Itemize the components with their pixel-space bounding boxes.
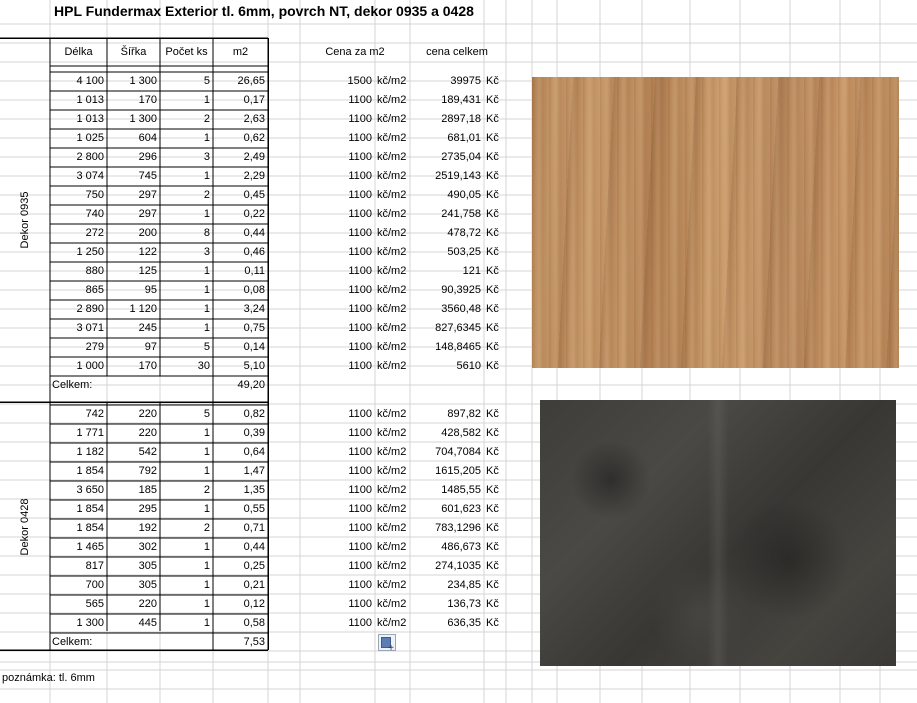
group-label-0428: Dekor 0428: [19, 498, 31, 556]
cell-sirka[interactable]: 1 300: [129, 75, 157, 87]
total-m2[interactable]: 49,20: [237, 379, 265, 391]
cell-sirka[interactable]: 220: [138, 598, 157, 610]
cell-unit[interactable]: kč/m2: [377, 560, 407, 572]
header-delka: Délka: [64, 46, 93, 58]
cell-currency[interactable]: Kč: [486, 189, 499, 201]
cell-pocet[interactable]: 3: [203, 246, 210, 258]
cell-unit[interactable]: kč/m2: [377, 427, 407, 439]
cell-sirka[interactable]: 220: [138, 427, 157, 439]
cell-cena-za-m2[interactable]: 1100: [348, 246, 372, 258]
cell-delka[interactable]: 1 250: [76, 246, 104, 258]
cell-pocet[interactable]: 1: [203, 579, 210, 591]
cell-delka[interactable]: 740: [85, 208, 104, 220]
cell-currency[interactable]: Kč: [486, 94, 499, 106]
cell-delka[interactable]: 1 771: [76, 427, 104, 439]
cell-unit[interactable]: kč/m2: [377, 265, 407, 277]
cell-currency[interactable]: Kč: [486, 113, 499, 125]
cell-currency[interactable]: Kč: [486, 132, 499, 144]
header-cena-za-m2: Cena za m2: [325, 46, 385, 58]
cell-currency[interactable]: Kč: [486, 598, 499, 610]
cell-delka[interactable]: 700: [85, 579, 104, 591]
cell-cena-za-m2[interactable]: 1100: [348, 427, 372, 439]
cell-cena-celkem[interactable]: 3560,48: [441, 303, 481, 315]
cell-m2[interactable]: 0,21: [243, 579, 265, 591]
cell-sirka[interactable]: 192: [138, 522, 157, 534]
cell-pocet[interactable]: 5: [203, 75, 210, 87]
cell-cena-za-m2[interactable]: 1100: [348, 170, 372, 182]
cell-cena-za-m2[interactable]: 1100: [348, 94, 372, 106]
cell-sirka[interactable]: 297: [138, 208, 157, 220]
cell-unit[interactable]: kč/m2: [377, 360, 407, 372]
cell-unit[interactable]: kč/m2: [377, 227, 407, 239]
cell-m2[interactable]: 0,12: [243, 598, 265, 610]
cell-currency[interactable]: Kč: [486, 151, 499, 163]
cell-pocet[interactable]: 1: [203, 503, 210, 515]
cell-unit[interactable]: kč/m2: [377, 598, 407, 610]
cell-sirka[interactable]: 245: [138, 322, 157, 334]
cell-cena-za-m2[interactable]: 1100: [348, 579, 372, 591]
cell-unit[interactable]: kč/m2: [377, 284, 407, 296]
cell-unit[interactable]: kč/m2: [377, 303, 407, 315]
cell-delka[interactable]: 2 800: [76, 151, 104, 163]
cell-unit[interactable]: kč/m2: [377, 151, 407, 163]
cell-m2[interactable]: 1,35: [243, 484, 265, 496]
cell-m2[interactable]: 0,11: [244, 265, 265, 277]
cell-m2[interactable]: 2,29: [243, 170, 265, 182]
cell-cena-celkem[interactable]: 704,7084: [435, 446, 481, 458]
cell-currency[interactable]: Kč: [486, 560, 499, 572]
cell-unit[interactable]: kč/m2: [377, 617, 407, 629]
cell-cena-celkem[interactable]: 2735,04: [441, 151, 481, 163]
cell-cena-za-m2[interactable]: 1100: [348, 446, 372, 458]
cell-cena-za-m2[interactable]: 1100: [348, 322, 372, 334]
cell-m2[interactable]: 0,62: [243, 132, 265, 144]
cell-cena-za-m2[interactable]: 1100: [348, 522, 372, 534]
cell-delka[interactable]: 1 182: [76, 446, 104, 458]
cell-pocet[interactable]: 1: [203, 170, 210, 182]
cell-currency[interactable]: Kč: [486, 227, 499, 239]
cell-sirka[interactable]: 604: [138, 132, 157, 144]
cell-currency[interactable]: Kč: [486, 284, 499, 296]
cell-cena-celkem[interactable]: 636,35: [447, 617, 481, 629]
group-label-0935: Dekor 0935: [19, 191, 31, 249]
cell-currency[interactable]: Kč: [486, 579, 499, 591]
cell-unit[interactable]: kč/m2: [377, 522, 407, 534]
cell-unit[interactable]: kč/m2: [377, 446, 407, 458]
cell-cena-za-m2[interactable]: 1100: [348, 484, 372, 496]
cell-currency[interactable]: Kč: [486, 484, 499, 496]
cell-pocet[interactable]: 1: [203, 303, 210, 315]
cell-unit[interactable]: kč/m2: [377, 322, 407, 334]
cell-m2[interactable]: 0,44: [243, 227, 265, 239]
cell-currency[interactable]: Kč: [486, 446, 499, 458]
cell-m2[interactable]: 0,39: [243, 427, 265, 439]
cell-unit[interactable]: kč/m2: [377, 408, 407, 420]
cell-m2[interactable]: 0,55: [243, 503, 265, 515]
cell-unit[interactable]: kč/m2: [377, 189, 407, 201]
cell-cena-celkem[interactable]: 783,1296: [435, 522, 481, 534]
cell-cena-celkem[interactable]: 478,72: [447, 227, 481, 239]
cell-cena-celkem[interactable]: 121: [462, 265, 481, 277]
cell-delka[interactable]: 1 000: [76, 360, 104, 372]
cell-currency[interactable]: Kč: [486, 208, 499, 220]
cell-delka[interactable]: 750: [85, 189, 104, 201]
cell-sirka[interactable]: 302: [138, 541, 157, 553]
cell-pocet[interactable]: 1: [203, 446, 210, 458]
cell-pocet[interactable]: 2: [203, 522, 210, 534]
cell-pocet[interactable]: 2: [203, 189, 210, 201]
cell-cena-celkem[interactable]: 897,82: [447, 408, 481, 420]
cell-delka[interactable]: 865: [85, 284, 104, 296]
cell-currency[interactable]: Kč: [486, 503, 499, 515]
cell-pocet[interactable]: 1: [203, 284, 210, 296]
cell-sirka[interactable]: 305: [138, 560, 157, 572]
dekor-0935-oak-swatch: [532, 77, 899, 368]
cell-cena-za-m2[interactable]: 1100: [348, 208, 372, 220]
total-m2[interactable]: 7,53: [243, 636, 265, 648]
cell-sirka[interactable]: 95: [144, 284, 157, 296]
cell-sirka[interactable]: 97: [144, 341, 157, 353]
cell-cena-celkem[interactable]: 39975: [450, 75, 481, 87]
cell-pocet[interactable]: 1: [203, 560, 210, 572]
cell-unit[interactable]: kč/m2: [377, 75, 407, 87]
cell-m2[interactable]: 5,10: [243, 360, 265, 372]
cell-cena-celkem[interactable]: 681,01: [447, 132, 481, 144]
cell-sirka[interactable]: 542: [138, 446, 157, 458]
cell-unit[interactable]: kč/m2: [377, 132, 407, 144]
cell-pocet[interactable]: 5: [203, 341, 210, 353]
cell-delka[interactable]: 1 854: [76, 465, 104, 477]
cell-m2[interactable]: 1,47: [243, 465, 265, 477]
cell-pocet[interactable]: 3: [203, 151, 210, 163]
cell-sirka[interactable]: 297: [138, 189, 157, 201]
cell-currency[interactable]: Kč: [486, 170, 499, 182]
cell-sirka[interactable]: 185: [138, 484, 157, 496]
cell-cena-celkem[interactable]: 503,25: [447, 246, 481, 258]
cell-cena-za-m2[interactable]: 1500: [347, 75, 372, 87]
cell-pocet[interactable]: 8: [203, 227, 210, 239]
cell-cena-celkem[interactable]: 90,3925: [441, 284, 481, 296]
cell-m2[interactable]: 0,82: [243, 408, 265, 420]
cell-currency[interactable]: Kč: [486, 541, 499, 553]
cell-m2[interactable]: 2,49: [243, 151, 265, 163]
cell-cena-za-m2[interactable]: 1100: [348, 284, 372, 296]
cell-currency[interactable]: Kč: [486, 408, 499, 420]
cell-pocet[interactable]: 1: [203, 132, 210, 144]
cell-sirka[interactable]: 170: [138, 94, 157, 106]
cell-m2[interactable]: 0,46: [243, 246, 265, 258]
cell-pocet[interactable]: 1: [203, 465, 210, 477]
cell-cena-za-m2[interactable]: 1100: [348, 132, 372, 144]
cell-sirka[interactable]: 125: [138, 265, 157, 277]
cell-pocet[interactable]: 1: [203, 598, 210, 610]
cell-m2[interactable]: 0,64: [243, 446, 265, 458]
total-label: Celkem:: [52, 636, 93, 648]
cell-cena-celkem[interactable]: 490,05: [447, 189, 481, 201]
cell-currency[interactable]: Kč: [486, 465, 499, 477]
cell-unit[interactable]: kč/m2: [377, 341, 407, 353]
cell-sirka[interactable]: 745: [138, 170, 157, 182]
cell-m2[interactable]: 0,45: [243, 189, 265, 201]
cell-m2[interactable]: 2,63: [243, 113, 265, 125]
cell-currency[interactable]: Kč: [486, 427, 499, 439]
cell-m2[interactable]: 26,65: [237, 75, 265, 87]
cell-delka[interactable]: 1 025: [76, 132, 104, 144]
cell-m2[interactable]: 0,44: [243, 541, 265, 553]
cell-delka[interactable]: 272: [85, 227, 104, 239]
cell-sirka[interactable]: 1 120: [129, 303, 157, 315]
cell-cena-za-m2[interactable]: 1100: [348, 227, 372, 239]
cell-cena-celkem[interactable]: 189,431: [441, 94, 481, 106]
cell-sirka[interactable]: 305: [138, 579, 157, 591]
cell-delka[interactable]: 2 890: [76, 303, 104, 315]
cell-sirka[interactable]: 1 300: [129, 113, 157, 125]
cell-cena-celkem[interactable]: 2519,143: [435, 170, 481, 182]
cell-m2[interactable]: 0,17: [243, 94, 265, 106]
header-cena-celkem: cena celkem: [426, 46, 488, 58]
cell-unit[interactable]: kč/m2: [377, 208, 407, 220]
cell-unit[interactable]: kč/m2: [377, 579, 407, 591]
cell-delka[interactable]: 3 074: [76, 170, 104, 182]
cell-cena-za-m2[interactable]: 1100: [348, 113, 372, 125]
cell-currency[interactable]: Kč: [486, 341, 499, 353]
paste-options-icon[interactable]: [378, 634, 396, 651]
cell-cena-celkem[interactable]: 136,73: [447, 598, 481, 610]
cell-cena-za-m2[interactable]: 1100: [348, 151, 372, 163]
cell-delka[interactable]: 1 465: [76, 541, 104, 553]
note: poznámka: tl. 6mm: [2, 672, 95, 684]
cell-currency[interactable]: Kč: [486, 75, 499, 87]
cell-currency[interactable]: Kč: [486, 246, 499, 258]
cell-delka[interactable]: 3 650: [76, 484, 104, 496]
cell-sirka[interactable]: 200: [138, 227, 157, 239]
cell-cena-za-m2[interactable]: 1100: [348, 560, 372, 572]
header-m2: m2: [232, 46, 249, 58]
cell-cena-za-m2[interactable]: 1100: [348, 265, 372, 277]
cell-currency[interactable]: Kč: [486, 617, 499, 629]
cell-delka[interactable]: 1 013: [76, 94, 104, 106]
cell-unit[interactable]: kč/m2: [377, 170, 407, 182]
cell-sirka[interactable]: 792: [138, 465, 157, 477]
cell-cena-celkem[interactable]: 601,623: [441, 503, 481, 515]
cell-delka[interactable]: 1 300: [76, 617, 104, 629]
cell-delka[interactable]: 279: [85, 341, 104, 353]
cell-cena-celkem[interactable]: 148,8465: [435, 341, 481, 353]
cell-sirka[interactable]: 122: [138, 246, 157, 258]
cell-cena-celkem[interactable]: 827,6345: [435, 322, 481, 334]
cell-unit[interactable]: kč/m2: [377, 465, 407, 477]
cell-sirka[interactable]: 295: [138, 503, 157, 515]
cell-currency[interactable]: Kč: [486, 303, 499, 315]
cell-pocet[interactable]: 1: [203, 427, 210, 439]
cell-cena-za-m2[interactable]: 1100: [348, 360, 372, 372]
cell-cena-za-m2[interactable]: 1100: [348, 303, 372, 315]
cell-unit[interactable]: kč/m2: [377, 113, 407, 125]
cell-m2[interactable]: 0,75: [243, 322, 265, 334]
cell-delka[interactable]: 565: [85, 598, 104, 610]
cell-delka[interactable]: 4 100: [76, 75, 104, 87]
cell-m2[interactable]: 0,58: [243, 617, 265, 629]
total-label: Celkem:: [52, 379, 93, 391]
header-pocet: Počet ks: [165, 46, 208, 58]
cell-sirka[interactable]: 220: [138, 408, 157, 420]
cell-currency[interactable]: Kč: [486, 522, 499, 534]
cell-cena-za-m2[interactable]: 1100: [348, 598, 372, 610]
cell-unit[interactable]: kč/m2: [377, 246, 407, 258]
cell-m2[interactable]: 0,14: [243, 341, 265, 353]
cell-delka[interactable]: 817: [85, 560, 104, 572]
cell-pocet[interactable]: 2: [203, 484, 210, 496]
cell-m2[interactable]: 0,71: [243, 522, 265, 534]
cell-sirka[interactable]: 170: [138, 360, 157, 372]
cell-cena-za-m2[interactable]: 1100: [348, 189, 372, 201]
header-sirka: Šířka: [120, 46, 147, 58]
cell-m2[interactable]: 0,25: [243, 560, 265, 572]
cell-cena-za-m2[interactable]: 1100: [348, 408, 372, 420]
cell-delka[interactable]: 880: [85, 265, 104, 277]
cell-cena-celkem[interactable]: 428,582: [441, 427, 481, 439]
cell-pocet[interactable]: 1: [203, 265, 210, 277]
cell-cena-celkem[interactable]: 274,1035: [435, 560, 481, 572]
cell-cena-za-m2[interactable]: 1100: [348, 465, 372, 477]
cell-currency[interactable]: Kč: [486, 265, 499, 277]
dekor-0428-stone-swatch: [540, 400, 896, 666]
cell-delka[interactable]: 1 854: [76, 522, 104, 534]
cell-sirka[interactable]: 296: [138, 151, 157, 163]
cell-unit[interactable]: kč/m2: [377, 541, 407, 553]
cell-delka[interactable]: 1 854: [76, 503, 104, 515]
cell-unit[interactable]: kč/m2: [377, 484, 407, 496]
cell-currency[interactable]: Kč: [486, 322, 499, 334]
cell-cena-celkem[interactable]: 5610: [456, 360, 481, 372]
cell-cena-za-m2[interactable]: 1100: [348, 617, 372, 629]
cell-pocet[interactable]: 1: [203, 541, 210, 553]
cell-currency[interactable]: Kč: [486, 360, 499, 372]
cell-pocet[interactable]: 2: [203, 113, 210, 125]
cell-cena-celkem[interactable]: 1615,205: [435, 465, 481, 477]
cell-cena-celkem[interactable]: 241,758: [441, 208, 481, 220]
cell-pocet[interactable]: 30: [197, 360, 210, 372]
cell-pocet[interactable]: 1: [203, 617, 210, 629]
cell-delka[interactable]: 3 071: [76, 322, 104, 334]
cell-delka[interactable]: 1 013: [76, 113, 104, 125]
cell-sirka[interactable]: 445: [138, 617, 157, 629]
cell-cena-celkem[interactable]: 1485,55: [441, 484, 481, 496]
cell-cena-celkem[interactable]: 234,85: [447, 579, 481, 591]
cell-m2[interactable]: 3,24: [243, 303, 265, 315]
cell-pocet[interactable]: 1: [203, 94, 210, 106]
cell-pocet[interactable]: 1: [203, 208, 210, 220]
cell-cena-za-m2[interactable]: 1100: [348, 503, 372, 515]
cell-cena-celkem[interactable]: 486,673: [441, 541, 481, 553]
cell-m2[interactable]: 0,08: [243, 284, 265, 296]
cell-pocet[interactable]: 5: [203, 408, 210, 420]
cell-delka[interactable]: 742: [85, 408, 104, 420]
cell-unit[interactable]: kč/m2: [377, 94, 407, 106]
cell-cena-za-m2[interactable]: 1100: [348, 341, 372, 353]
cell-unit[interactable]: kč/m2: [377, 503, 407, 515]
cell-cena-za-m2[interactable]: 1100: [348, 541, 372, 553]
cell-cena-celkem[interactable]: 2897,18: [441, 113, 481, 125]
cell-m2[interactable]: 0,22: [243, 208, 265, 220]
sheet-title: HPL Fundermax Exterior tl. 6mm, povrch NT, dekor 0935 a 0428: [54, 3, 474, 19]
cell-pocet[interactable]: 1: [203, 322, 210, 334]
